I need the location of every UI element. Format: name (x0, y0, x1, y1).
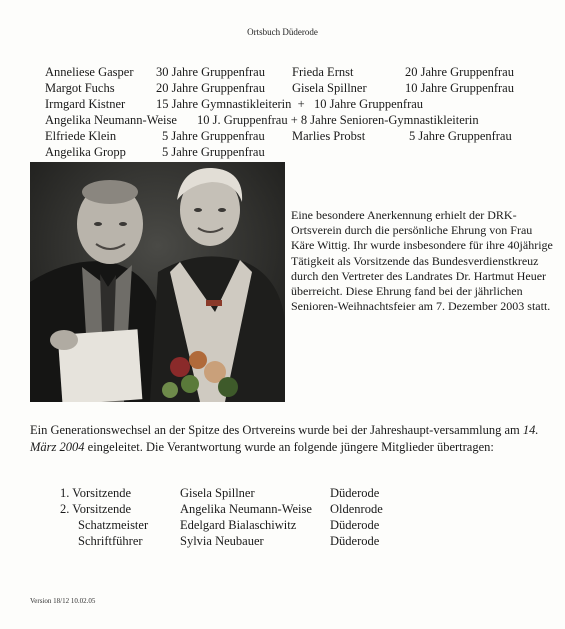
member-name: Marlies Probst (292, 129, 366, 143)
member-name: Gisela Spillner (292, 81, 367, 95)
page-header: Ortsbuch Düderode (247, 27, 318, 37)
member-tenure: 15 Jahre Gymnastikleiterin + 10 Jahre Gruppenfrau (156, 97, 424, 111)
member-tenure: 5 Jahre Gruppenfrau (162, 145, 265, 159)
board-role: Schatzmeister (78, 518, 149, 532)
board-name: Edelgard Bialaschiwitz (180, 518, 297, 532)
member-tenure: 10 J. Gruppenfrau + 8 Jahre Senioren-Gymnastikleiterin (197, 113, 479, 127)
paragraph-text-after: eingeleitet. Die Verantwortung wurde an folgende jüngere Mitglieder übertragen: (84, 439, 494, 454)
board-place: Düderode (330, 486, 380, 500)
meeting-date: 14. März 2004 (30, 423, 539, 454)
member-tenure: 20 Jahre Gruppenfrau (156, 81, 265, 95)
board-name: Sylvia Neubauer (180, 534, 264, 548)
member-tenure: 30 Jahre Gruppenfrau (156, 65, 265, 79)
member-tenure: 5 Jahre Gruppenfrau (162, 129, 265, 143)
member-tenure: 10 Jahre Gruppenfrau (405, 81, 514, 95)
paragraph-text-before: Ein Generationswechsel an der Spitze des Ortvereins wurde bei der Jahreshaupt-versammlung am (30, 423, 523, 437)
version-footer: Version 18/12 10.02.05 (30, 597, 96, 605)
member-tenure: 5 Jahre Gruppenfrau (409, 129, 512, 143)
member-name: Angelika Gropp (45, 145, 126, 159)
award-photo (30, 162, 285, 402)
member-name: Irmgard Kistner (45, 97, 126, 111)
board-role: 2. Vorsitzende (60, 502, 132, 516)
announcement-paragraph (30, 422, 540, 455)
member-name: Anneliese Gasper (45, 65, 134, 79)
board-place: Düderode (330, 518, 380, 532)
member-tenure: 20 Jahre Gruppenfrau (405, 65, 514, 79)
member-name: Elfriede Klein (45, 129, 117, 143)
member-name: Margot Fuchs (45, 81, 115, 95)
board-name: Angelika Neumann-Weise (180, 502, 312, 516)
member-name: Angelika Neumann-Weise (45, 113, 177, 127)
member-name: Frieda Ernst (292, 65, 354, 79)
board-place: Oldenrode (330, 502, 383, 516)
board-name: Gisela Spillner (180, 486, 255, 500)
photo-caption: Eine besondere Anerkennung erhielt der DRK-Ortsverein durch die persönliche Ehrung von Frau Käre Wittig. Ihr wurde insbesondere für ihre 40jährige Tätigkeit als Vorsitzende das Bundesverdienstkreuz durch den Vertreter des Landrates Dr. Hartmut Heuer überreicht. Diese Ehrung fand bei der jährlichen Senioren-Weihnachtsfeier am 7. Dezember 2003 statt. (291, 208, 553, 314)
board-role: 1. Vorsitzende (60, 486, 132, 500)
board-place: Düderode (330, 534, 380, 548)
board-role: Schriftführer (78, 534, 143, 548)
